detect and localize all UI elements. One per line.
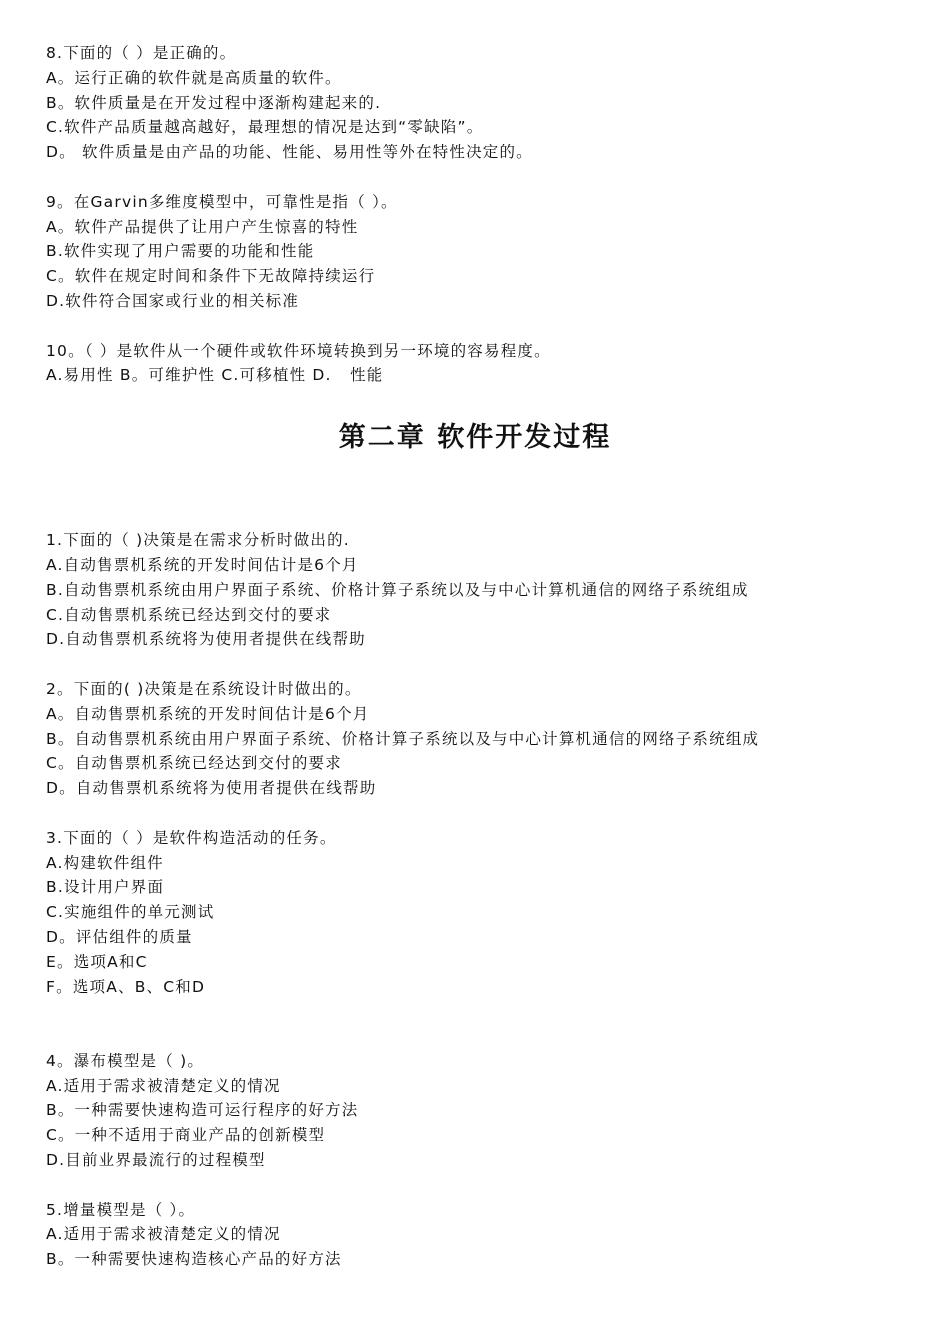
question-stem: 3.下面的（ ）是软件构造活动的任务。 bbox=[46, 828, 337, 847]
question-10 bbox=[46, 339, 926, 389]
option-a: A。自动售票机系统的开发时间估计是6个月 bbox=[46, 704, 370, 723]
question-stem: 9。在Garvin多维度模型中，可靠性是指（ ）。 bbox=[46, 192, 398, 211]
question-8 bbox=[46, 41, 926, 165]
option-a: A.自动售票机系统的开发时间估计是6个月 bbox=[46, 555, 359, 574]
spacer bbox=[46, 165, 926, 190]
option-a: A。运行正确的软件就是高质量的软件。 bbox=[46, 68, 342, 87]
option-b: B.自动售票机系统由用户界面子系统、价格计算子系统以及与中心计算机通信的网络子系统组成 bbox=[46, 580, 749, 599]
option-b: B.软件实现了用户需要的功能和性能 bbox=[46, 242, 315, 261]
spacer bbox=[46, 314, 926, 339]
spacer bbox=[46, 1173, 926, 1198]
question-stem: 5.增量模型是（ ）。 bbox=[46, 1200, 196, 1219]
question-stem: 1.下面的（ )决策是在需求分析时做出的. bbox=[46, 531, 350, 550]
chapter2-question-4 bbox=[46, 1049, 926, 1173]
spacer bbox=[46, 801, 926, 826]
spacer bbox=[46, 458, 926, 528]
option-b: B。一种需要快速构造可运行程序的好方法 bbox=[46, 1101, 359, 1120]
option-c: C.实施组件的单元测试 bbox=[46, 903, 215, 922]
spacer bbox=[46, 999, 926, 1024]
option-d: D。 软件质量是由产品的功能、性能、易用性等外在特性决定的。 bbox=[46, 143, 533, 162]
chapter2-question-2 bbox=[46, 677, 926, 801]
option-b: B。软件质量是在开发过程中逐渐构建起来的. bbox=[46, 93, 382, 112]
question-stem: 8.下面的（ ）是正确的。 bbox=[46, 44, 237, 62]
option-f: F。选项A、B、C和D bbox=[46, 977, 206, 996]
option-d: D.目前业界最流行的过程模型 bbox=[46, 1151, 266, 1170]
option-b: B。自动售票机系统由用户界面子系统、价格计算子系统以及与中心计算机通信的网络子系统组成 bbox=[46, 729, 760, 748]
option-e: E。选项A和C bbox=[46, 952, 148, 971]
option-c: C.软件产品质量越高越好，最理想的情况是达到“零缺陷”。 bbox=[46, 118, 484, 137]
options-inline: A.易用性 B。可维护性 C.可移植性 D. 性能 bbox=[46, 366, 384, 385]
document-page bbox=[46, 41, 926, 1272]
question-stem: 4。瀑布模型是（ )。 bbox=[46, 1051, 205, 1070]
option-b: B。一种需要快速构造核心产品的好方法 bbox=[46, 1250, 342, 1269]
option-a: A。软件产品提供了让用户产生惊喜的特性 bbox=[46, 217, 359, 236]
question-9 bbox=[46, 190, 926, 314]
option-d: D。自动售票机系统将为使用者提供在线帮助 bbox=[46, 779, 377, 798]
option-c: C。自动售票机系统已经达到交付的要求 bbox=[46, 754, 342, 773]
option-a: A.构建软件组件 bbox=[46, 853, 164, 872]
question-stem: 10。（ ）是软件从一个硬件或软件环境转换到另一环境的容易程度。 bbox=[46, 341, 551, 360]
option-a: A.适用于需求被清楚定义的情况 bbox=[46, 1076, 281, 1095]
option-d: D.软件符合国家或行业的相关标准 bbox=[46, 291, 300, 310]
option-d: D。评估组件的质量 bbox=[46, 927, 193, 946]
option-c: C。软件在规定时间和条件下无故障持续运行 bbox=[46, 267, 376, 286]
chapter-title: 第二章 软件开发过程 bbox=[338, 422, 612, 454]
spacer bbox=[46, 652, 926, 677]
question-stem: 2。下面的( )决策是在系统设计时做出的。 bbox=[46, 679, 362, 698]
option-a: A.适用于需求被清楚定义的情况 bbox=[46, 1225, 281, 1244]
spacer bbox=[46, 1024, 926, 1049]
option-c: C。一种不适用于商业产品的创新模型 bbox=[46, 1126, 326, 1145]
option-d: D.自动售票机系统将为使用者提供在线帮助 bbox=[46, 630, 366, 649]
chapter2-question-1 bbox=[46, 528, 926, 652]
option-b: B.设计用户界面 bbox=[46, 878, 165, 897]
chapter2-question-3 bbox=[46, 826, 926, 1000]
chapter2-question-5 bbox=[46, 1198, 926, 1272]
option-c: C.自动售票机系统已经达到交付的要求 bbox=[46, 605, 332, 624]
